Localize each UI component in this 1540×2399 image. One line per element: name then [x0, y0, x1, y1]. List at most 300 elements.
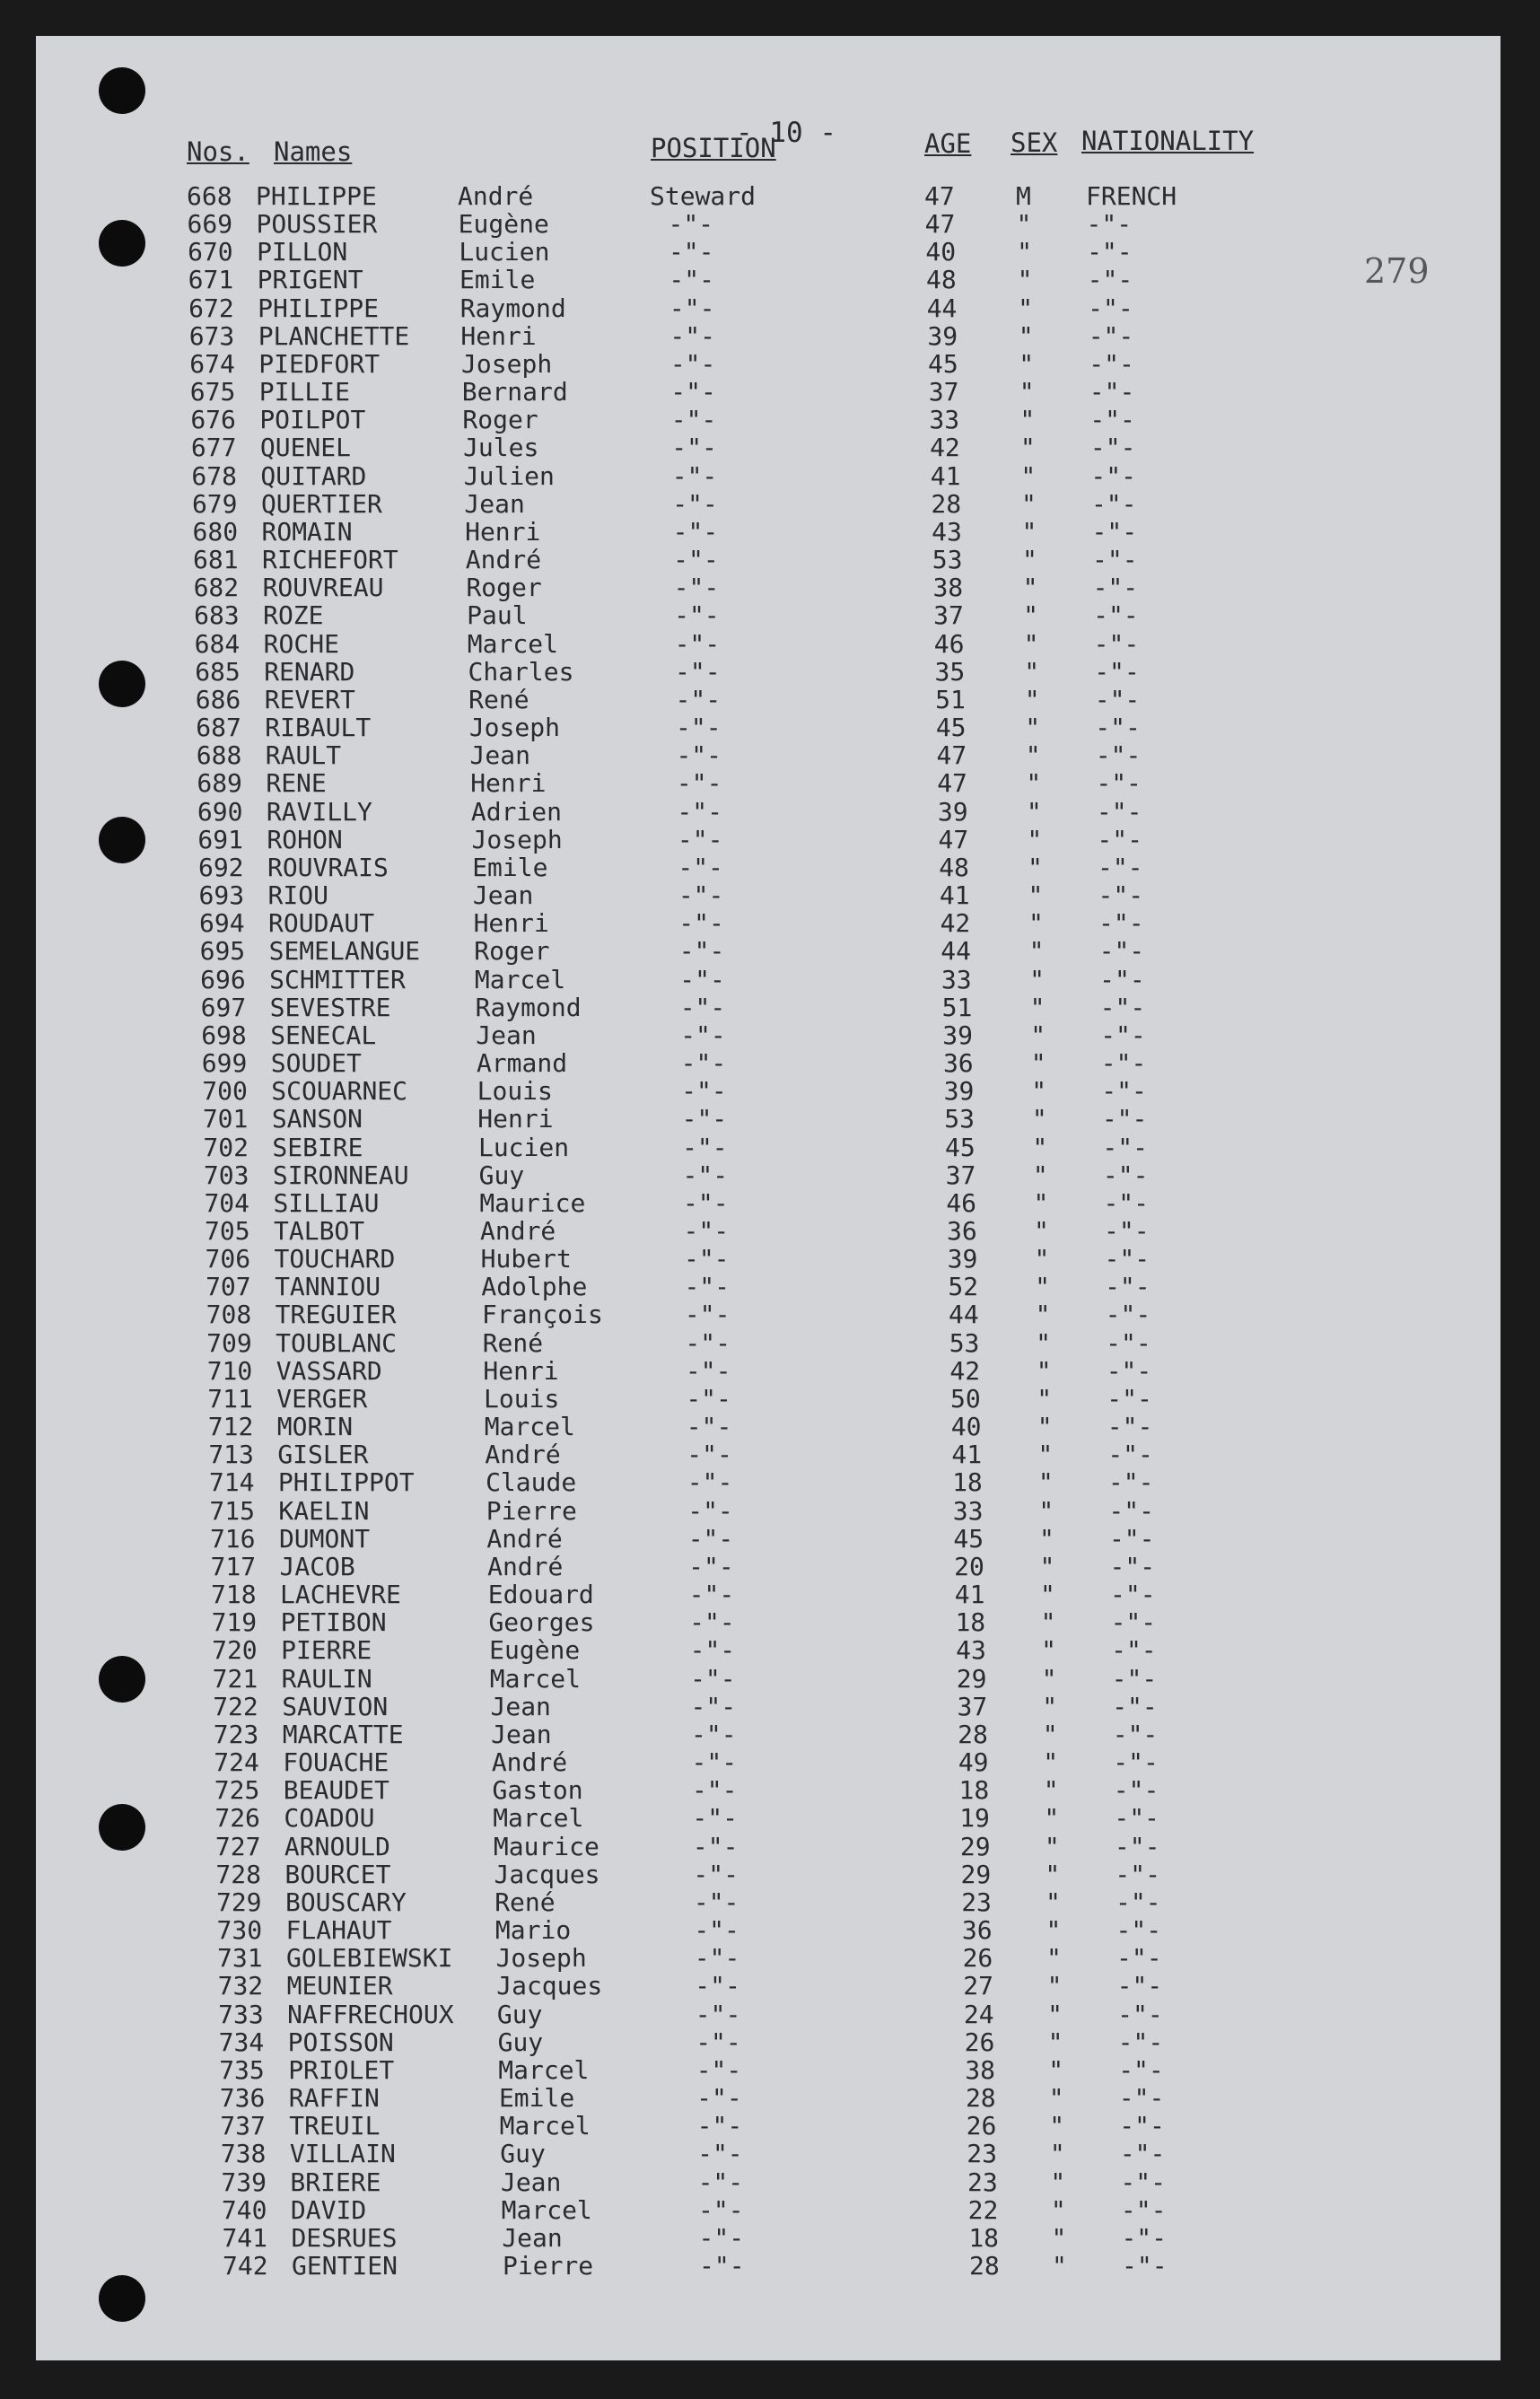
- sex: ": [1019, 377, 1035, 407]
- table-row: [36, 1216, 1501, 1244]
- nationality: -"-: [1114, 1831, 1160, 1861]
- nationality: -"-: [1087, 265, 1133, 295]
- position: -"-: [687, 1467, 733, 1498]
- table-row: [36, 517, 1501, 545]
- sex: ": [1042, 1719, 1058, 1749]
- surname: QUENEL: [259, 433, 352, 463]
- given-name: Marcel: [484, 1412, 575, 1442]
- position: -"-: [678, 852, 723, 882]
- given-name: Jean: [464, 488, 525, 519]
- position: -"-: [687, 1440, 732, 1470]
- header-names: Names: [274, 136, 353, 167]
- row-number: 698: [201, 1020, 247, 1050]
- nationality: -"-: [1092, 573, 1139, 603]
- nationality: -"-: [1120, 2194, 1167, 2225]
- age: 18: [955, 1607, 986, 1638]
- nationality: -"-: [1110, 1580, 1156, 1610]
- position: -"-: [677, 824, 723, 854]
- sex: ": [1018, 293, 1034, 323]
- row-number: 679: [191, 488, 238, 519]
- sex: ": [1046, 1971, 1063, 2001]
- table-row: [36, 908, 1501, 939]
- surname: GISLER: [277, 1440, 369, 1470]
- given-name: Jean: [500, 2167, 562, 2197]
- position: -"-: [687, 1495, 733, 1526]
- sex: ": [1049, 2139, 1065, 2169]
- age: 36: [961, 1915, 993, 1946]
- age: 48: [926, 265, 957, 295]
- given-name: Henri: [477, 1104, 554, 1134]
- surname: BOURCET: [284, 1859, 391, 1889]
- sex: ": [1024, 684, 1040, 714]
- sex: ": [1020, 460, 1037, 491]
- position: -"-: [678, 880, 724, 911]
- surname: PIEDFORT: [258, 348, 381, 379]
- sex: M: [1016, 181, 1031, 211]
- surname: ROUVREAU: [262, 573, 384, 603]
- nationality: -"-: [1110, 1607, 1157, 1638]
- position: -"-: [672, 488, 718, 519]
- given-name: Raymond: [475, 992, 582, 1022]
- age: 43: [956, 1635, 986, 1666]
- position: -"-: [668, 237, 714, 267]
- given-name: Pierre: [503, 2251, 594, 2281]
- nationality: -"-: [1114, 1803, 1159, 1834]
- sex: ": [1024, 656, 1040, 687]
- table-row: [36, 1496, 1501, 1524]
- row-number: 668: [187, 181, 232, 211]
- age: 18: [952, 1467, 983, 1498]
- sex: ": [1037, 1383, 1053, 1414]
- row-number: 720: [212, 1635, 258, 1666]
- sex: ": [1042, 1691, 1058, 1721]
- sex: ": [1027, 824, 1043, 854]
- position: Steward: [650, 181, 757, 211]
- age: 33: [952, 1495, 984, 1526]
- position: -"-: [682, 1132, 728, 1162]
- nationality: -"-: [1090, 460, 1136, 491]
- given-name: Maurice: [479, 1187, 586, 1218]
- table-row: [36, 1467, 1501, 1498]
- row-number: 678: [191, 460, 237, 491]
- sex: ": [1037, 1440, 1054, 1470]
- row-number: 737: [220, 2111, 266, 2141]
- nationality: -"-: [1100, 1020, 1146, 1050]
- nationality: -"-: [1119, 2139, 1166, 2169]
- sex: ": [1034, 1244, 1050, 1274]
- nationality: -"-: [1093, 600, 1139, 631]
- row-number: 713: [208, 1440, 254, 1470]
- row-number: 692: [197, 852, 244, 882]
- table-row: [36, 2223, 1501, 2251]
- row-number: 718: [211, 1580, 257, 1610]
- row-number: 741: [222, 2222, 268, 2253]
- age: 42: [949, 1355, 981, 1386]
- sex: ": [1047, 2027, 1063, 2057]
- age: 26: [962, 1943, 993, 1974]
- given-name: Roger: [466, 573, 542, 603]
- sex: ": [1050, 2167, 1066, 2197]
- row-number: 685: [195, 656, 241, 687]
- sex: ": [1019, 433, 1036, 463]
- punch-hole: [99, 67, 145, 114]
- age: 47: [937, 768, 967, 799]
- age: 40: [950, 1412, 982, 1442]
- row-number: 700: [202, 1076, 248, 1107]
- given-name: Adrien: [470, 796, 563, 827]
- given-name: Marcel: [489, 1663, 581, 1694]
- table-row: [36, 1160, 1501, 1188]
- age: 41: [939, 880, 970, 911]
- row-number: 710: [206, 1355, 253, 1386]
- surname: KAELIN: [278, 1495, 370, 1526]
- nationality: -"-: [1104, 1216, 1150, 1246]
- age: 26: [966, 2111, 997, 2141]
- surname: TREGUIER: [275, 1300, 397, 1330]
- sex: ": [1040, 1607, 1056, 1638]
- nationality: -"-: [1116, 1943, 1162, 1974]
- position: -"-: [673, 545, 719, 575]
- row-number: 689: [197, 768, 242, 799]
- sex: ": [1048, 2054, 1064, 2085]
- nationality: -"-: [1094, 656, 1140, 687]
- sex: ": [1028, 936, 1045, 967]
- row-number: 674: [189, 348, 235, 379]
- age: 39: [943, 1076, 975, 1107]
- given-name: Henri: [473, 908, 549, 939]
- given-name: Joseph: [495, 1943, 587, 1974]
- table-row: [36, 1412, 1501, 1440]
- sex: ": [1040, 1580, 1055, 1610]
- table-row: [36, 1104, 1501, 1132]
- table-row: [36, 181, 1501, 209]
- table-row: [36, 1356, 1501, 1384]
- age: 46: [933, 628, 965, 659]
- table-row: [36, 2139, 1501, 2167]
- given-name: Louis: [477, 1076, 553, 1107]
- position: -"-: [688, 1580, 735, 1610]
- position: -"-: [669, 265, 714, 295]
- age: 37: [957, 1691, 988, 1721]
- given-name: Julien: [463, 460, 555, 491]
- table-row: [36, 797, 1501, 825]
- position: -"-: [670, 377, 716, 407]
- surname: REVERT: [264, 684, 355, 714]
- table-row: [36, 853, 1501, 880]
- surname: SCOUARNEC: [271, 1076, 408, 1107]
- nationality: -"-: [1096, 796, 1142, 827]
- table-row: [36, 405, 1501, 433]
- age: 53: [949, 1327, 980, 1358]
- table-row: [36, 936, 1501, 967]
- age: 43: [932, 516, 962, 547]
- position: -"-: [683, 1244, 730, 1274]
- position: -"-: [684, 1300, 731, 1330]
- age: 23: [967, 2167, 998, 2197]
- age: 45: [935, 713, 967, 743]
- age: 23: [961, 1887, 992, 1917]
- position: -"-: [681, 1104, 728, 1134]
- row-number: 671: [188, 265, 234, 295]
- age: 37: [933, 600, 964, 631]
- given-name: Jean: [502, 2222, 563, 2253]
- nationality: -"-: [1089, 377, 1135, 407]
- given-name: Armand: [476, 1048, 568, 1079]
- sex: ": [1027, 852, 1043, 882]
- row-number: 687: [196, 713, 241, 743]
- sex: ": [1047, 1999, 1063, 2029]
- position: -"-: [695, 1971, 740, 2001]
- sex: ": [1019, 348, 1035, 379]
- row-number: 730: [216, 1915, 263, 1946]
- nationality: -"-: [1118, 2054, 1164, 2085]
- nationality: -"-: [1105, 1272, 1151, 1302]
- nationality: -"-: [1093, 628, 1140, 659]
- age: 51: [935, 684, 966, 714]
- given-name: Guy: [497, 2027, 544, 2057]
- row-number: 719: [211, 1607, 258, 1638]
- position: -"-: [685, 1327, 731, 1358]
- position: -"-: [686, 1412, 732, 1442]
- age: 46: [946, 1187, 977, 1218]
- nationality: -"-: [1106, 1327, 1151, 1358]
- given-name: Jean: [476, 1020, 537, 1050]
- age: 35: [934, 656, 966, 687]
- table-row: [36, 1775, 1501, 1806]
- age: 29: [956, 1663, 987, 1694]
- row-number: 686: [195, 684, 241, 714]
- given-name: Jean: [491, 1719, 552, 1749]
- nationality: -"-: [1089, 433, 1136, 463]
- nationality: -"-: [1098, 936, 1145, 967]
- surname: SOUDET: [270, 1048, 362, 1079]
- surname: SEVESTRE: [269, 992, 391, 1022]
- given-name: Henri: [460, 320, 537, 351]
- surname: RAULIN: [281, 1663, 372, 1694]
- given-name: Jacques: [494, 1859, 600, 1889]
- given-name: Marcel: [498, 2054, 590, 2085]
- sex: ": [1049, 2111, 1065, 2141]
- given-name: Marcel: [499, 2111, 591, 2141]
- surname: POILPOT: [259, 405, 366, 435]
- sex: ": [1051, 2222, 1067, 2253]
- row-number: 694: [199, 908, 245, 939]
- position: -"-: [675, 656, 721, 687]
- position: -"-: [691, 1719, 737, 1749]
- nationality: -"-: [1098, 908, 1144, 939]
- row-number: 705: [205, 1216, 250, 1246]
- table-row: [36, 1048, 1501, 1079]
- given-name: Jean: [469, 740, 530, 771]
- table-row: [36, 1635, 1501, 1666]
- age: 48: [939, 852, 969, 882]
- row-number: 675: [189, 377, 236, 407]
- row-number: 670: [188, 237, 233, 267]
- surname: JACOB: [279, 1551, 355, 1581]
- row-number: 742: [223, 2251, 268, 2281]
- row-number: 672: [188, 293, 234, 323]
- table-row: [36, 1720, 1501, 1747]
- given-name: André: [486, 1523, 563, 1554]
- surname: TOUBLANC: [276, 1327, 398, 1358]
- header-nationality: NATIONALITY: [1081, 126, 1255, 156]
- position: -"-: [685, 1355, 731, 1386]
- row-number: 681: [193, 545, 239, 575]
- given-name: Henri: [483, 1355, 559, 1386]
- row-number: 688: [196, 740, 242, 771]
- nationality: -"-: [1101, 1076, 1147, 1107]
- age: 23: [967, 2139, 998, 2169]
- surname: DUMONT: [278, 1523, 371, 1554]
- table-row: [36, 1524, 1501, 1552]
- table-row: [36, 768, 1501, 799]
- age: 37: [928, 377, 959, 407]
- page-number: - 10 -: [736, 117, 836, 149]
- sex: ": [1021, 516, 1037, 547]
- row-number: 736: [219, 2083, 266, 2114]
- sex: ": [1025, 740, 1041, 771]
- sex: ": [1032, 1132, 1048, 1162]
- given-name: Eugène: [458, 209, 549, 240]
- sex: ": [1035, 1272, 1050, 1302]
- table-row: [36, 1607, 1501, 1638]
- nationality: -"-: [1115, 1887, 1161, 1917]
- sex: ": [1046, 1943, 1062, 1974]
- given-name: Joseph: [471, 824, 563, 854]
- nationality: -"-: [1107, 1412, 1153, 1442]
- row-number: 669: [187, 209, 233, 240]
- nationality: -"-: [1103, 1187, 1150, 1218]
- surname: BEAUDET: [283, 1775, 389, 1806]
- sex: ": [1019, 405, 1036, 435]
- surname: ROUVRAIS: [267, 852, 389, 882]
- position: -"-: [691, 1747, 738, 1778]
- sex: ": [1045, 1887, 1061, 1917]
- surname: SILLIAU: [273, 1187, 380, 1218]
- given-name: François: [482, 1300, 603, 1330]
- header-sex: SEX: [1011, 127, 1058, 158]
- given-name: André: [485, 1440, 561, 1470]
- given-name: Roger: [462, 405, 538, 435]
- surname: DAVID: [290, 2194, 367, 2225]
- sex: ": [1052, 2251, 1067, 2281]
- position: -"-: [681, 1076, 727, 1107]
- surname: NAFFRECHOUX: [287, 1999, 454, 2029]
- position: -"-: [696, 2083, 742, 2114]
- given-name: Paul: [467, 600, 528, 631]
- table-row: [36, 629, 1501, 657]
- given-name: Emile: [472, 852, 548, 882]
- row-number: 708: [206, 1300, 252, 1330]
- surname: SANSON: [271, 1104, 363, 1134]
- nationality: -"-: [1113, 1775, 1159, 1806]
- age: 44: [941, 936, 971, 967]
- nationality: -"-: [1088, 293, 1133, 323]
- table-row: [36, 2083, 1501, 2114]
- position: -"-: [675, 684, 722, 714]
- row-number: 722: [213, 1691, 258, 1721]
- header-position: POSITION: [651, 133, 776, 163]
- age: 41: [930, 460, 961, 491]
- age: 28: [931, 488, 962, 519]
- nationality: -"-: [1097, 852, 1143, 882]
- table-row: [36, 1552, 1501, 1580]
- nationality: -"-: [1088, 320, 1134, 351]
- nationality: -"-: [1109, 1551, 1156, 1581]
- position: -"-: [693, 1859, 739, 1889]
- table-row: [36, 1133, 1501, 1160]
- surname: RIBAULT: [265, 713, 372, 743]
- row-number: 709: [206, 1327, 252, 1358]
- surname: ROMAIN: [261, 516, 353, 547]
- nationality: -"-: [1099, 964, 1145, 994]
- position: -"-: [669, 293, 715, 323]
- age: 36: [942, 1048, 974, 1079]
- surname: BRIERE: [290, 2167, 381, 2197]
- row-number: 691: [197, 824, 243, 854]
- surname: FLAHAUT: [285, 1915, 392, 1946]
- position: -"-: [673, 573, 720, 603]
- surname: SENECAL: [270, 1020, 377, 1050]
- surname: RICHEFORT: [262, 545, 398, 575]
- position: -"-: [694, 1915, 739, 1946]
- table-row: [36, 433, 1501, 463]
- nationality: -"-: [1094, 684, 1141, 714]
- nationality: -"-: [1089, 405, 1135, 435]
- given-name: Pierre: [486, 1495, 577, 1526]
- table-row: [36, 1971, 1501, 1999]
- given-name: René: [468, 684, 529, 714]
- table-row: [36, 1076, 1501, 1107]
- sex: ": [1029, 992, 1046, 1022]
- surname: COADOU: [284, 1803, 375, 1834]
- row-number: 701: [202, 1104, 249, 1134]
- row-number: 738: [220, 2139, 267, 2169]
- position: -"-: [699, 2251, 745, 2281]
- position: -"-: [669, 320, 715, 351]
- row-number: 729: [215, 1887, 262, 1917]
- sex: ": [1037, 1467, 1054, 1498]
- age: 51: [941, 992, 973, 1022]
- sex: ": [1048, 2083, 1064, 2114]
- nationality: -"-: [1090, 488, 1137, 519]
- age: 45: [928, 348, 958, 379]
- position: -"-: [683, 1187, 729, 1218]
- sex: ": [1043, 1747, 1059, 1778]
- sex: ": [1044, 1831, 1060, 1861]
- given-name: Jules: [463, 433, 539, 463]
- sex: ": [1050, 2194, 1066, 2225]
- sex: ": [1044, 1803, 1060, 1834]
- age: 38: [932, 573, 964, 603]
- age: 24: [963, 1999, 994, 2029]
- sex: ": [1017, 265, 1033, 295]
- sex: ": [1025, 713, 1041, 743]
- sex: ": [1041, 1663, 1057, 1694]
- surname: PETIBON: [280, 1607, 387, 1638]
- age: 18: [958, 1775, 990, 1806]
- sex: ": [1022, 573, 1038, 603]
- row-number: 702: [203, 1132, 249, 1162]
- nationality: -"-: [1112, 1719, 1159, 1749]
- sex: ": [1038, 1523, 1054, 1554]
- nationality: -"-: [1108, 1495, 1154, 1526]
- nationality: -"-: [1120, 2167, 1166, 2197]
- row-number: 680: [192, 516, 239, 547]
- position: -"-: [698, 2222, 745, 2253]
- given-name: Bernard: [461, 377, 568, 407]
- table-row: [36, 2195, 1501, 2223]
